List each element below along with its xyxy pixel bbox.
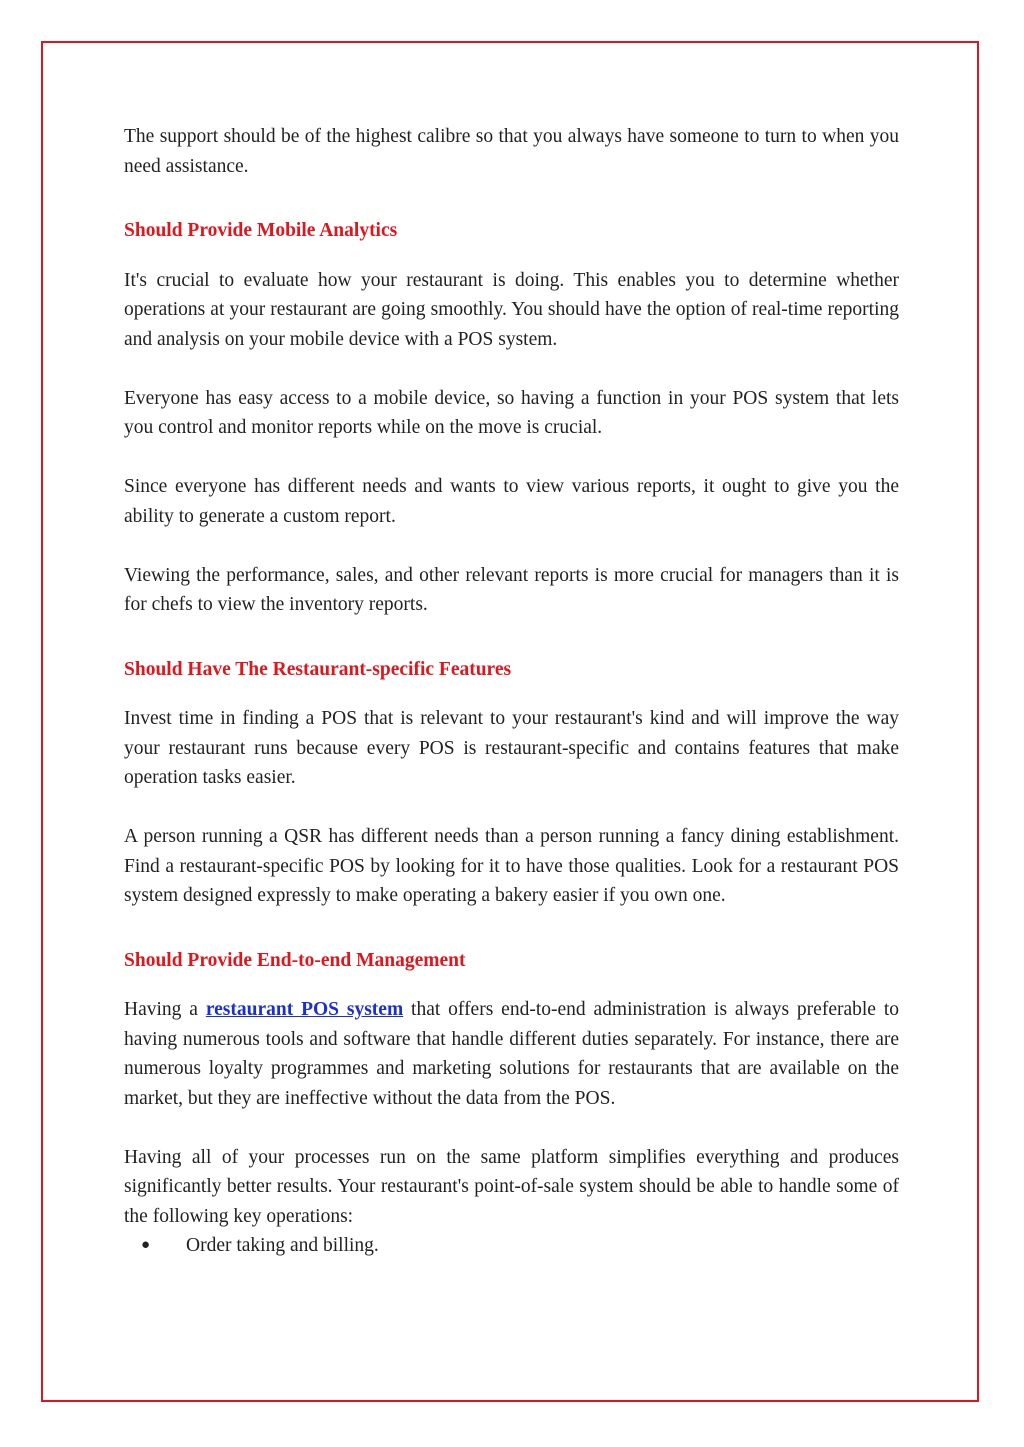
paragraph-mobile-access: Everyone has easy access to a mobile device, so having a function in your POS system that lets you control and monitor reports while on the move is crucial.	[124, 387, 899, 438]
list-item-text: Order taking and billing.	[186, 1235, 379, 1256]
paragraph-end-to-end-lead: Having a	[124, 999, 206, 1020]
paragraph-managers: Viewing the performance, sales, and other relevant reports is more crucial for managers than it is for chefs to view the inventory reports.	[124, 564, 899, 615]
key-operations-list	[124, 1231, 899, 1261]
paragraph-evaluate: It's crucial to evaluate how your restaurant is doing. This enables you to determine whether operations at your restaurant are going smoothly. You should have the option of real-time reporting and analysis on your mobile device with a POS system.	[124, 269, 899, 350]
heading-end-to-end: Should Provide End-to-end Management	[124, 949, 466, 971]
paragraph-same-platform: Having all of your processes run on the same platform simplifies everything and produces significantly better results. Your restaurant's point-of-sale system should be able to handle some of the following key operations:	[124, 1146, 899, 1227]
paragraph-qsr: A person running a QSR has different needs than a person running a fancy dining establishment. Find a restaurant-specific POS by looking for it to have those qualities. Look for a restaurant POS system designed expressly to make operating a bakery easier if you own one.	[124, 826, 899, 906]
heading-restaurant-specific: Should Have The Restaurant-specific Features	[124, 658, 512, 680]
paragraph-custom-report: Since everyone has different needs and wants to view various reports, it ought to give you the ability to generate a custom report.	[124, 476, 899, 527]
document-body	[124, 122, 899, 1261]
heading-mobile-analytics: Should Provide Mobile Analytics	[124, 220, 398, 241]
bullet-icon: ●	[141, 1237, 151, 1253]
paragraph-end-to-end-rest: that offers end-to-end administration is always preferable to having numerous tools and software that handle different duties separately. For instance, there are numerous loyalty programmes and marketing solutions for restaurants that are available on the market, but they are ineffective without the data from the POS.	[124, 999, 899, 1109]
paragraph-support: The support should be of the highest calibre so that you always have someone to turn to when you need assistance.	[124, 126, 899, 177]
list-item	[124, 1231, 899, 1261]
paragraph-invest-time: Invest time in finding a POS that is relevant to your restaurant's kind and will improve the way your restaurant runs because every POS is restaurant-specific and contains features that make operation tasks easier.	[124, 708, 899, 788]
paragraph-end-to-end	[124, 995, 899, 1113]
restaurant-pos-system-link[interactable]: restaurant POS system	[205, 999, 404, 1020]
